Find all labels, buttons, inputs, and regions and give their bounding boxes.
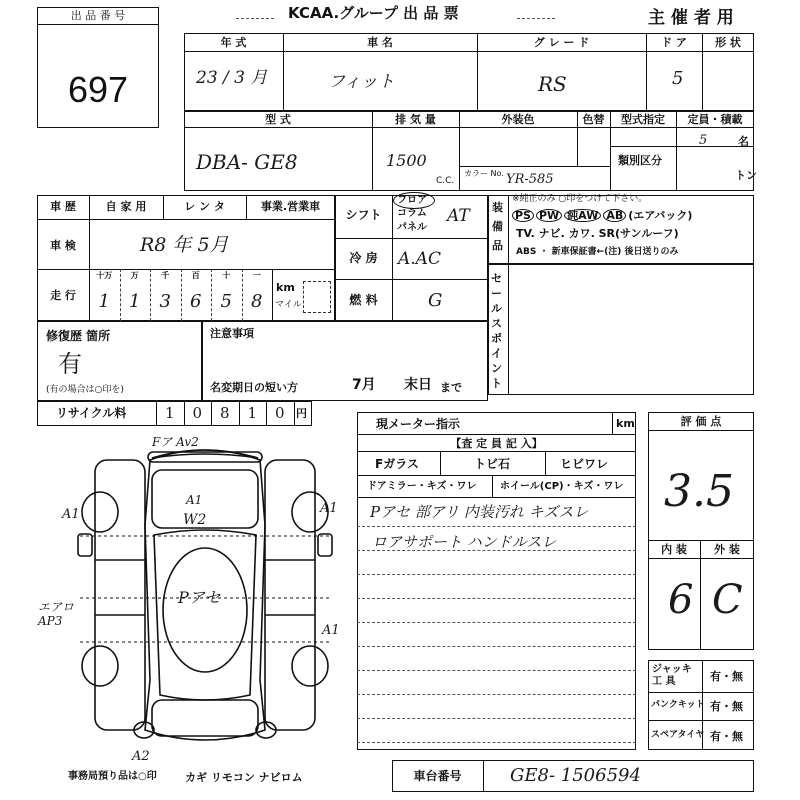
mileage-digit-3: 6 bbox=[190, 291, 202, 312]
form-title: KCAA.グループ 出 品 票 bbox=[288, 4, 459, 22]
grade-value: RS bbox=[538, 72, 567, 96]
recycle-digit-4: 0 bbox=[274, 404, 285, 422]
mileage-label: 走 行 bbox=[50, 289, 76, 302]
history-rental: レ ン タ bbox=[184, 200, 225, 213]
mark-roof: W2 bbox=[183, 512, 207, 528]
mileage-unit-1: 万 bbox=[130, 271, 139, 280]
grade-label: グ レ ー ド bbox=[533, 36, 590, 49]
mark-right-rear: A1 bbox=[322, 623, 340, 638]
mark-left: A1 bbox=[62, 507, 80, 522]
notes-short-label: 名変期日の短い方 bbox=[210, 381, 298, 394]
equipment-row3: ABS ・ 新車保証書←(注) 後日送りのみ bbox=[516, 247, 679, 257]
puncture-kit-value: 有・無 bbox=[710, 700, 743, 713]
name-value: フィット bbox=[328, 72, 395, 92]
repair-value: 有 bbox=[58, 350, 82, 378]
history-business: 事業.営業車 bbox=[260, 200, 321, 213]
repair-note: (有の場合は○印を) bbox=[46, 385, 124, 395]
equipment-label: 装 備 品 bbox=[492, 201, 503, 252]
shift-column: コラム bbox=[397, 208, 427, 219]
category-label: 類別区分 bbox=[618, 154, 662, 167]
color-no-label: カラー No. bbox=[464, 169, 504, 178]
ac-value: A.AC bbox=[398, 249, 441, 269]
car-left-side bbox=[95, 460, 145, 730]
mileage-digit-2: 3 bbox=[159, 291, 171, 312]
glass-chip: トビ石 bbox=[474, 457, 511, 471]
glass-crack: ヒビワレ bbox=[560, 457, 609, 471]
recycle-unit: 円 bbox=[296, 407, 307, 420]
exterior-value: C bbox=[712, 577, 743, 623]
displacement-unit: C.C. bbox=[436, 176, 455, 186]
equipment-row1: PS PW 純AW AB (エアバック) bbox=[512, 209, 692, 222]
mile-label: マイル bbox=[275, 300, 302, 310]
mileage-unit-4: 十 bbox=[222, 271, 231, 280]
office-items: カギ リモコン ナビロム bbox=[185, 771, 303, 784]
recycle-label: リサイクル料 bbox=[56, 406, 127, 420]
recycle-digit-0: 1 bbox=[164, 404, 175, 422]
color-no-value: YR-585 bbox=[506, 172, 554, 187]
wheel-rear-right bbox=[292, 646, 328, 686]
notes-suffix: まで bbox=[440, 381, 462, 394]
wheel-rear-left bbox=[82, 646, 118, 686]
lot-label: 出 品 番 号 bbox=[70, 9, 126, 22]
door-value: 5 bbox=[672, 68, 684, 89]
meter-label: 現メーター指示 bbox=[376, 417, 461, 431]
jack-value: 有・無 bbox=[710, 670, 743, 683]
mileage-unit-5: 一 bbox=[252, 271, 261, 280]
remark-1: Pアセ 部アリ 内装汚れ キズスレ bbox=[370, 503, 589, 521]
mark-left-rear: エアロ AP3 bbox=[38, 600, 75, 628]
mileage-digit-0: 1 bbox=[98, 291, 110, 312]
capacity-unit: 名 bbox=[738, 135, 749, 148]
score-label: 評 価 点 bbox=[680, 415, 722, 428]
pw-option: PW bbox=[536, 209, 562, 222]
mileage-unit-2: 千 bbox=[161, 271, 170, 280]
equipment-instruction: ※純正のみ ○印をつけて下さい。 bbox=[512, 194, 648, 204]
recycle-digit-1: 0 bbox=[192, 404, 203, 422]
interior-label: 内 装 bbox=[661, 543, 687, 556]
mileage-digit-5: 8 bbox=[251, 291, 263, 312]
mirror-label: ドアミラー・キズ・ワレ bbox=[367, 481, 477, 492]
mark-hood: A1 bbox=[186, 493, 203, 507]
mark-right: A1 bbox=[320, 501, 338, 516]
car-right-side bbox=[265, 460, 315, 730]
wheel-front-left bbox=[82, 492, 118, 532]
year-label: 年 式 bbox=[220, 36, 247, 49]
glass-label: Fガラス bbox=[375, 457, 419, 471]
door-label: ド ア bbox=[661, 36, 687, 49]
report-label: 【査 定 員 記 入】 bbox=[450, 437, 543, 450]
spare-tire-label: スペアタイヤ bbox=[651, 730, 705, 740]
notes-day: 末日 bbox=[404, 377, 432, 393]
aw-option: 純AW bbox=[564, 209, 601, 222]
car-trunk bbox=[152, 700, 258, 736]
displacement-label: 排 気 量 bbox=[395, 113, 436, 126]
shift-label: シフト bbox=[345, 208, 382, 222]
repair-label: 修復歴 箇所 bbox=[46, 329, 111, 343]
chassis-label: 車台番号 bbox=[413, 769, 462, 783]
ac-label: 冷 房 bbox=[349, 251, 378, 265]
history-label: 車 歴 bbox=[50, 200, 76, 213]
score-value: 3.5 bbox=[664, 466, 734, 517]
remark-2: ロアサポート ハンドルスレ bbox=[372, 533, 557, 551]
sales-point-label: セールスポイント bbox=[491, 272, 502, 390]
inspection-value: R8 年 5月 bbox=[140, 234, 229, 256]
equipment-row2: TV. ナビ. カワ. SR(サンルーフ) bbox=[516, 227, 679, 240]
color-label: 外装色 bbox=[501, 113, 535, 126]
shape-label: 形 状 bbox=[715, 36, 741, 49]
puncture-kit-label: パンクキット bbox=[651, 700, 705, 710]
load-unit: トン bbox=[735, 169, 757, 182]
mileage-digit-1: 1 bbox=[129, 291, 141, 312]
mark-front: Fア Av2 bbox=[152, 435, 199, 449]
capacity-value: 5 bbox=[699, 133, 708, 148]
ps-option: PS bbox=[512, 209, 534, 222]
spare-tire-value: 有・無 bbox=[710, 730, 743, 743]
ab-option: AB bbox=[603, 209, 626, 222]
history-private: 自 家 用 bbox=[105, 200, 147, 213]
recycle-digit-3: 1 bbox=[247, 404, 258, 422]
office-note: 事務局預り品は○印 bbox=[68, 771, 157, 782]
type-designation-label: 型式指定 bbox=[621, 113, 665, 126]
model-value: DBA- GE8 bbox=[196, 150, 298, 174]
meter-unit: km bbox=[616, 417, 635, 430]
inspection-label: 車 検 bbox=[50, 239, 76, 252]
color-change-label: 色替 bbox=[582, 113, 605, 126]
interior-value: 6 bbox=[668, 577, 694, 623]
name-label: 車 名 bbox=[367, 36, 393, 49]
jack-label: ジャッキ 工 具 bbox=[652, 664, 692, 687]
displacement-value: 1500 bbox=[386, 151, 427, 170]
shift-value: AT bbox=[447, 206, 470, 226]
recycle-digit-2: 8 bbox=[219, 404, 230, 422]
shift-floor-circle bbox=[393, 192, 435, 209]
car-roof bbox=[163, 548, 247, 672]
form-role: 主 催 者 用 bbox=[648, 8, 734, 28]
shift-floor: フロア bbox=[397, 195, 427, 206]
mark-rear: A2 bbox=[132, 749, 150, 764]
mileage-unit-3: 百 bbox=[191, 271, 200, 280]
sales-point-box bbox=[488, 264, 754, 395]
km-label: km bbox=[276, 281, 295, 294]
lot-number: 697 bbox=[67, 69, 129, 110]
wheel-label: ホイール(CP)・キズ・ワレ bbox=[500, 481, 624, 492]
mark-body: Pアセ bbox=[178, 588, 221, 607]
exterior-label: 外 装 bbox=[714, 543, 740, 556]
car-cabin bbox=[154, 530, 256, 700]
notes-month: 7月 bbox=[352, 377, 376, 393]
mileage-unit-0: 十万 bbox=[96, 271, 113, 280]
chassis-value: GE8- 1506594 bbox=[510, 765, 641, 786]
model-label: 型 式 bbox=[265, 113, 291, 126]
year-value: 23 / 3 月 bbox=[196, 68, 268, 88]
notes-label: 注意事項 bbox=[210, 327, 254, 340]
mileage-digit-4: 5 bbox=[220, 291, 232, 312]
fuel-value: G bbox=[428, 290, 443, 311]
fuel-label: 燃 料 bbox=[349, 293, 378, 307]
shift-panel: パネル bbox=[397, 222, 427, 233]
capacity-label: 定員・積載 bbox=[687, 113, 743, 126]
